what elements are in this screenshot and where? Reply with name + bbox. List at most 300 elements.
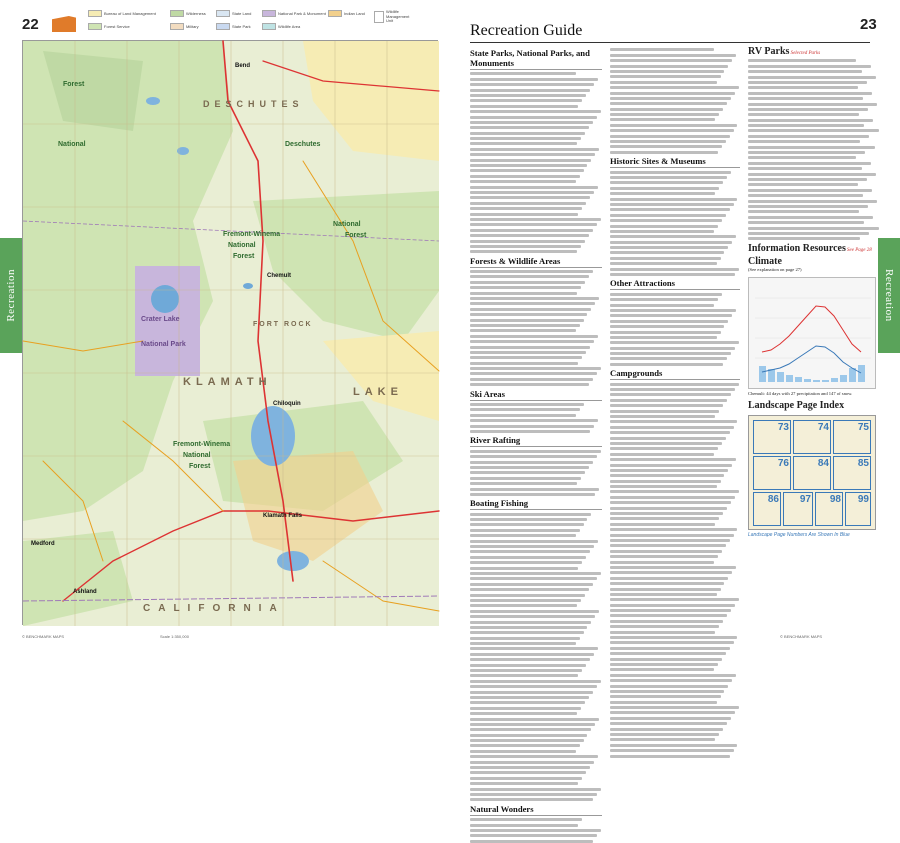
text-line: [748, 162, 871, 165]
text-line: [470, 534, 576, 537]
text-line: [470, 403, 584, 406]
legend-item: Forest Service: [88, 23, 130, 30]
legend-swatch: [262, 23, 276, 30]
text-line: [610, 219, 722, 222]
text-line: [470, 583, 593, 586]
text-line: [610, 453, 714, 456]
legend-item: State Park: [216, 23, 251, 30]
text-line: [470, 383, 589, 386]
text-line: [610, 145, 722, 148]
text-line: [748, 103, 877, 106]
text-line: [610, 582, 724, 585]
text-line: [470, 744, 580, 747]
guide-column-1: [470, 46, 602, 814]
section-tab-right[interactable]: Recreation: [878, 238, 900, 353]
text-line: [748, 183, 858, 186]
text-line: [748, 173, 876, 176]
text-line: [470, 367, 601, 370]
text-line: [610, 97, 731, 100]
text-line: [470, 430, 590, 433]
map-label-city: Chiloquin: [273, 401, 301, 407]
text-line: [748, 124, 864, 127]
map-label-fremont-winema: Fremont-Winema: [173, 441, 231, 448]
text-line: [610, 214, 726, 217]
legend-swatch: [262, 10, 276, 17]
map-label-city: Chemult: [267, 273, 291, 279]
text-line: [470, 588, 589, 591]
text-line: [470, 461, 593, 464]
text-line: [610, 102, 727, 105]
text-line: [748, 156, 856, 159]
text-line: [610, 92, 735, 95]
text-line: [470, 834, 597, 837]
text-line: [610, 81, 717, 84]
text-line: [470, 545, 594, 548]
map-label-fremont-winema: Fremont-Winema: [223, 231, 281, 238]
text-line: [610, 647, 730, 650]
map-label-forest: Forest: [189, 463, 211, 470]
text-line: [610, 528, 737, 531]
text-line: [470, 159, 591, 162]
map-label-forest: Forest: [63, 81, 85, 88]
rv-heading: RV Parks: [748, 46, 790, 57]
legend-item: Wilderness: [170, 10, 206, 17]
guide-title: Recreation Guide: [470, 22, 583, 39]
map-footer-credit: © BENCHMARK MAPS: [22, 634, 65, 639]
climate-graphic: [749, 278, 877, 390]
index-page-box[interactable]: 84: [793, 456, 831, 490]
text-line: [748, 210, 859, 213]
text-line: [470, 223, 597, 226]
text-line: [470, 466, 589, 469]
text-line: [470, 324, 580, 327]
text-line: [610, 469, 728, 472]
map-label-forest: Forest: [345, 232, 367, 239]
text-line: [470, 540, 598, 543]
text-line: [610, 458, 736, 461]
text-line: [748, 200, 877, 203]
climate-caption: Chemult: 44 days with 27 precipitation and 147 of snow.: [748, 390, 853, 396]
text-line: [610, 113, 719, 116]
text-line: [470, 297, 599, 300]
text-line: [610, 512, 723, 515]
text-line: [748, 97, 863, 100]
text-line: [470, 572, 601, 575]
legend-item: State Land: [216, 10, 251, 17]
text-line: [610, 298, 718, 301]
text-line: [610, 192, 715, 195]
index-page-box[interactable]: 76: [753, 456, 791, 490]
text-line: [610, 383, 739, 386]
index-page-box[interactable]: 73: [753, 420, 791, 454]
text-line: [470, 425, 594, 428]
legend-swatch: [88, 10, 102, 17]
text-line: [470, 788, 601, 791]
index-page-box[interactable]: 86: [753, 492, 781, 526]
text-line: [470, 782, 578, 785]
text-line: [748, 92, 872, 95]
text-line: [470, 610, 599, 613]
text-line: [610, 614, 727, 617]
text-line: [470, 142, 577, 145]
text-line: [470, 202, 586, 205]
text-line: [470, 513, 591, 516]
text-line: [470, 455, 597, 458]
text-line: [470, 148, 599, 151]
text-line: [470, 771, 586, 774]
text-line: [610, 320, 728, 323]
text-line: [610, 304, 714, 307]
text-line: [470, 577, 597, 580]
text-line: [748, 113, 859, 116]
index-page-box[interactable]: 99: [845, 492, 871, 526]
map-label-national: National: [333, 221, 361, 228]
guide-column-3: [748, 46, 880, 638]
text-line: [610, 426, 734, 429]
text-line: [610, 70, 724, 73]
text-line: [610, 674, 736, 677]
text-line: [470, 669, 582, 672]
text-line: [610, 314, 732, 317]
map-label-state: CALIFORNIA: [143, 603, 285, 614]
right-page: [450, 0, 900, 814]
text-line: [470, 477, 581, 480]
legend-swatch: [170, 23, 184, 30]
map-label-city: Klamath Falls: [263, 513, 303, 519]
text-line: [470, 594, 585, 597]
text-line: [470, 707, 581, 710]
text-line: [748, 81, 867, 84]
map-label-national: National: [58, 141, 86, 148]
text-line: [470, 793, 597, 796]
text-line: [470, 777, 582, 780]
text-line: [610, 566, 736, 569]
text-line: [470, 378, 593, 381]
section-heading: Historic Sites & Museums: [610, 156, 740, 168]
text-line: [748, 194, 863, 197]
index-page-box[interactable]: 98: [815, 492, 843, 526]
text-line: [470, 658, 590, 661]
text-line: [748, 108, 868, 111]
text-line: [610, 571, 732, 574]
text-line: [610, 474, 724, 477]
text-line: [748, 205, 868, 208]
text-line: [610, 744, 737, 747]
text-line: [610, 309, 736, 312]
text-line: [748, 227, 879, 230]
text-line: [610, 235, 736, 238]
text-line: [470, 116, 597, 119]
text-line: [748, 151, 865, 154]
index-page-box[interactable]: 97: [783, 492, 813, 526]
text-line: [470, 229, 593, 232]
map-scale: Scale 1:350,000: [160, 634, 189, 639]
legend-swatch: [216, 23, 230, 30]
text-line: [470, 213, 578, 216]
text-line: [470, 153, 595, 156]
text-line: [470, 691, 593, 694]
section-heading: River Rafting: [470, 435, 602, 447]
text-line: [470, 275, 589, 278]
text-line: [470, 356, 582, 359]
text-line: [470, 701, 585, 704]
text-line: [470, 761, 594, 764]
map-label-county: DESCHUTES: [203, 99, 304, 109]
text-line: [470, 250, 577, 253]
text-line: [748, 232, 869, 235]
info-subheading: See Page 28: [847, 248, 872, 254]
text-line: [470, 340, 594, 343]
text-line: [470, 493, 595, 496]
section-tab-left[interactable]: Recreation: [0, 238, 22, 353]
text-line: [470, 615, 595, 618]
left-page: [0, 0, 450, 643]
text-line: [470, 561, 582, 564]
text-line: [610, 225, 718, 228]
text-line: [470, 191, 594, 194]
text-line: [470, 329, 576, 332]
text-line: [470, 83, 594, 86]
text-line: [610, 262, 717, 265]
text-line: [470, 319, 584, 322]
text-line: [610, 357, 727, 360]
text-line: [610, 738, 715, 741]
text-line: [610, 86, 739, 89]
section-heading: Ski Areas: [470, 389, 602, 401]
text-line: [610, 325, 724, 328]
map-label-city: Bend: [235, 63, 250, 69]
text-line: [610, 347, 735, 350]
map-label-city: Medford: [31, 541, 55, 547]
map-label-national: National: [228, 242, 256, 249]
text-line: [610, 733, 719, 736]
section-heading: Campgrounds: [610, 368, 740, 380]
text-line: [610, 198, 737, 201]
text-line: [610, 399, 727, 402]
text-line: [610, 685, 728, 688]
text-line: [610, 257, 721, 260]
text-line: [470, 637, 580, 640]
text-line: [610, 561, 714, 564]
legend-swatch: [374, 11, 384, 23]
text-line: [610, 65, 728, 68]
text-line: [610, 620, 723, 623]
text-line: [610, 341, 739, 344]
text-line: [470, 286, 581, 289]
index-page-box[interactable]: 75: [833, 420, 871, 454]
legend-item: Indian Land: [328, 10, 365, 17]
map-label-county: LAKE: [353, 386, 403, 398]
text-line: [748, 146, 875, 149]
text-line: [610, 609, 731, 612]
text-line: [470, 604, 577, 607]
text-line: [470, 240, 585, 243]
text-line: [610, 135, 730, 138]
section-heading: Other Attractions: [610, 278, 740, 290]
text-line: [470, 137, 581, 140]
text-line: [610, 598, 739, 601]
text-line: [470, 335, 598, 338]
text-line: [610, 722, 727, 725]
text-line: [610, 749, 734, 752]
text-line: [610, 517, 719, 520]
text-line: [470, 488, 599, 491]
text-line: [748, 70, 862, 73]
text-line: [610, 555, 718, 558]
text-line: [610, 331, 721, 334]
text-line: [610, 496, 735, 499]
text-line: [610, 246, 728, 249]
text-line: [470, 824, 578, 827]
text-line: [610, 393, 731, 396]
text-line: [470, 302, 595, 305]
text-line: [610, 625, 719, 628]
legend-swatch: [216, 10, 230, 17]
text-line: [610, 230, 714, 233]
text-line: [610, 663, 718, 666]
text-line: [748, 178, 867, 181]
text-line: [748, 167, 862, 170]
text-line: [610, 485, 717, 488]
text-line: [470, 450, 601, 453]
text-line: [748, 189, 872, 192]
text-line: [610, 437, 726, 440]
text-line: [470, 739, 584, 742]
text-line: [470, 685, 597, 688]
text-line: [610, 679, 732, 682]
climate-heading: Climate: [748, 256, 782, 268]
text-line: [610, 176, 727, 179]
text-line: [610, 241, 732, 244]
text-line: [610, 690, 724, 693]
text-line: [470, 750, 576, 753]
map-label-county: KLAMATH: [183, 376, 272, 388]
text-line: [610, 363, 723, 366]
text-line: [470, 245, 581, 248]
text-line: [610, 420, 737, 423]
text-line: [610, 550, 722, 553]
text-line: [470, 110, 601, 113]
legend-item: National Park & Monument: [262, 10, 326, 17]
text-line: [470, 482, 577, 485]
text-line: [470, 674, 578, 677]
map-label-forest: Forest: [233, 253, 255, 260]
text-line: [610, 415, 715, 418]
text-line: [470, 471, 585, 474]
text-line: [470, 755, 598, 758]
text-line: [470, 207, 582, 210]
text-line: [610, 501, 731, 504]
regional-map[interactable]: [22, 40, 438, 625]
text-line: [470, 419, 598, 422]
text-line: [610, 755, 730, 758]
text-line: [610, 336, 717, 339]
section-heading: Boating Fishing: [470, 498, 602, 510]
text-line: [748, 140, 860, 143]
page-number-right: 23: [860, 16, 877, 33]
text-line: [748, 65, 871, 68]
text-line: [610, 464, 732, 467]
text-line: [470, 728, 591, 731]
text-line: [610, 108, 723, 111]
text-line: [610, 604, 735, 607]
text-line: [748, 76, 876, 79]
text-line: [470, 653, 594, 656]
legend-swatch: [328, 10, 342, 17]
text-line: [748, 216, 873, 219]
text-line: [470, 840, 593, 843]
landscape-page-index[interactable]: [748, 415, 876, 530]
text-line: [470, 723, 595, 726]
text-line: [610, 447, 718, 450]
index-page-box[interactable]: 85: [833, 456, 871, 490]
text-line: [748, 221, 864, 224]
text-line: [748, 86, 858, 89]
text-line: [610, 706, 739, 709]
text-line: [610, 577, 728, 580]
map-label-crater-lake: Crater Lake: [141, 316, 180, 323]
text-line: [610, 273, 735, 276]
section-heading: State Parks, National Parks, and Monuments: [470, 48, 602, 70]
text-line: [470, 218, 601, 221]
text-line: [610, 59, 732, 62]
info-heading: Information Resources: [748, 243, 846, 255]
text-line: [610, 268, 739, 271]
text-line: [610, 539, 730, 542]
text-line: [470, 529, 580, 532]
text-line: [470, 621, 591, 624]
text-line: [470, 696, 589, 699]
rv-list: [748, 59, 880, 240]
text-line: [610, 118, 715, 121]
text-line: [610, 668, 714, 671]
text-line: [470, 567, 578, 570]
text-line: [610, 490, 739, 493]
text-line: [610, 388, 735, 391]
text-line: [470, 626, 587, 629]
text-line: [470, 712, 577, 715]
title-rule: [470, 42, 870, 43]
text-line: [470, 72, 576, 75]
text-line: [470, 126, 589, 129]
text-line: [470, 313, 587, 316]
text-line: [470, 132, 585, 135]
text-line: [610, 124, 737, 127]
text-line: [470, 647, 598, 650]
text-line: [610, 352, 731, 355]
text-line: [610, 75, 721, 78]
text-line: [610, 717, 731, 720]
text-line: [470, 642, 576, 645]
text-line: [610, 293, 722, 296]
text-line: [470, 556, 586, 559]
index-heading: Landscape Page Index: [748, 400, 845, 412]
text-line: [470, 99, 582, 102]
legend-item: Wildlife Management Unit: [374, 10, 412, 24]
rv-subheading: Selected Parks: [790, 51, 821, 56]
text-line: [748, 119, 873, 122]
text-line: [610, 129, 734, 132]
text-line: [610, 203, 734, 206]
section-heading: Natural Wonders: [470, 804, 602, 816]
text-line: [610, 711, 735, 714]
text-line: [470, 518, 587, 521]
map-label-area: FORT ROCK: [253, 321, 313, 328]
text-line: [610, 631, 715, 634]
index-page-box[interactable]: 74: [793, 420, 831, 454]
text-line: [610, 410, 719, 413]
text-line: [610, 171, 731, 174]
